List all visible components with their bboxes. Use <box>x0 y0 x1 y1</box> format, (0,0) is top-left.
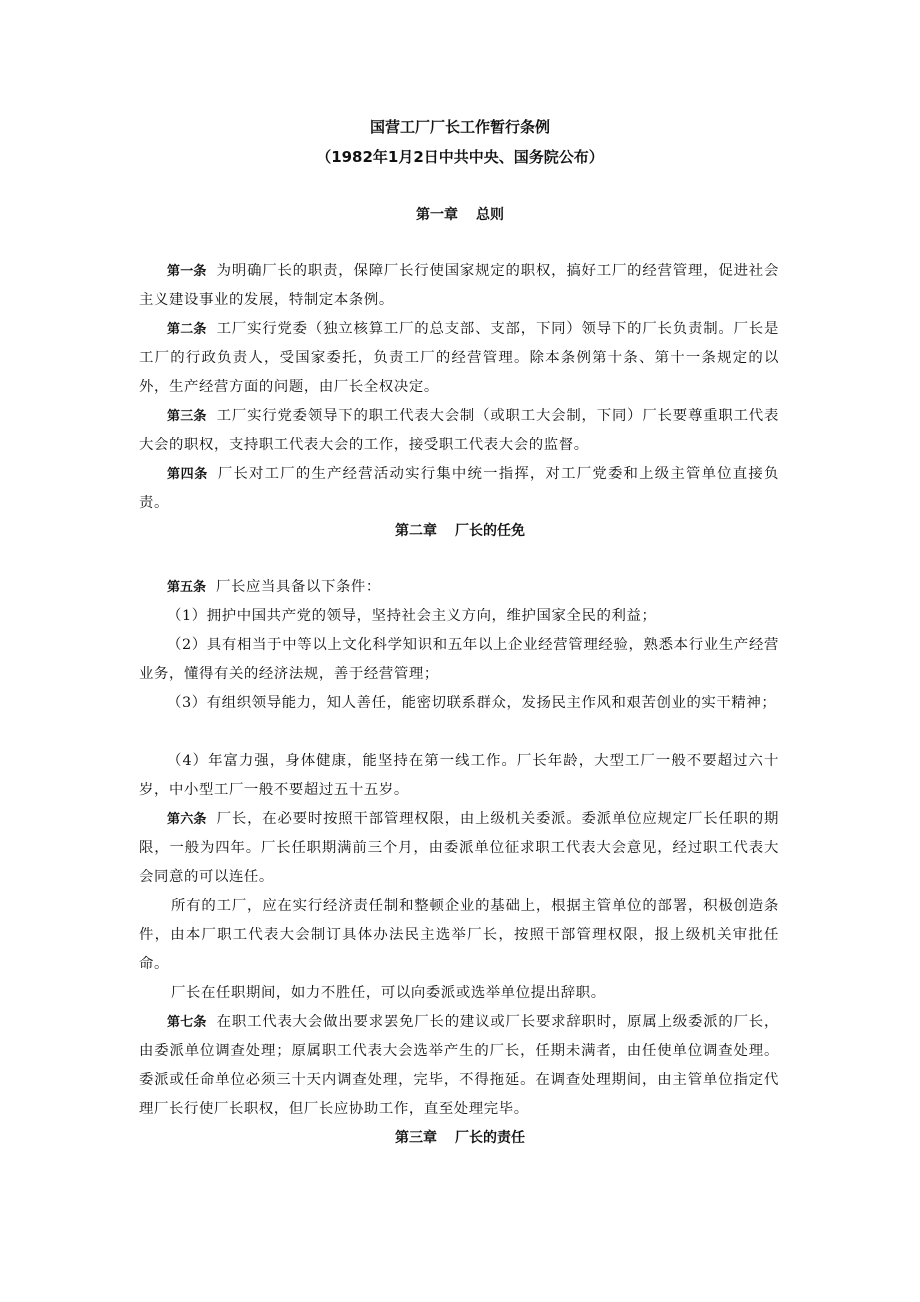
article-7 <box>139 1008 779 1124</box>
article-5-item-2: （2）具有相当于中等以上文化科学知识和五年以上企业经营管理经验，熟悉本行业生产经营业务，懂得有关的经济法规，善于经营管理； <box>139 637 779 682</box>
article-4-label: 第四条 <box>167 467 208 482</box>
article-1-label: 第一条 <box>167 264 207 279</box>
article-3 <box>139 402 779 460</box>
article-7-text: 在职工代表大会做出要求罢免厂长的建议或厂长要求辞职时，原属上级委派的厂长，由委派单位调查处理；原属职工代表大会选举产生的厂长，任期未满者，由任使单位调查处理。委派或任命单位必须三十天内调查处理，完毕，不得拖延。在调查处理期间，由主管单位指定代理厂长行使厂长职权，但厂长应协助工作，直至处理完毕。 <box>139 1014 779 1117</box>
chapter-1-heading <box>0 205 920 225</box>
article-4 <box>139 460 779 518</box>
article-5-item-1: （1）拥护中国共产党的领导，坚持社会主义方向，维护国家全民的利益； <box>167 608 657 624</box>
article-2-text: 工厂实行党委（独立核算工厂的总支部、支部，下同）领导下的厂长负责制。厂长是工厂的行政负责人，受国家委托，负责工厂的经营管理。除本条例第十条、第十一条规定的以外，生产经营方面的问题，由厂长全权决定。 <box>139 321 779 395</box>
article-6-text: 厂长，在必要时按照干部管理权限，由上级机关委派。委派单位应规定厂长任职的期限，一般为四年。厂长任职期满前三个月，由委派单位征求职工代表大会意见，经过职工代表大会同意的可以连任。 <box>139 811 779 885</box>
chapter-2-number: 第二章 <box>395 523 437 539</box>
article-5-item-3: （3）有组织领导能力，知人善任，能密切联系群众，发扬民主作风和艰苦创业的实干精神； <box>167 695 777 711</box>
article-5-item-4: （4）年富力强，身体健康，能坚持在第一线工作。厂长年龄，大型工厂一般不要超过六十岁，中小型工厂一般不要超过五十五岁。 <box>139 753 779 798</box>
article-5-label: 第五条 <box>167 580 207 595</box>
article-1-text: 为明确厂长的职责，保障厂长行使国家规定的职权，搞好工厂的经营管理，促进社会主义建设事业的发展，特制定本条例。 <box>139 263 779 308</box>
article-6-label: 第六条 <box>167 812 207 827</box>
article-1 <box>139 257 779 315</box>
article-6 <box>139 805 779 892</box>
chapter-1-number: 第一章 <box>416 207 458 223</box>
article-2 <box>139 315 779 402</box>
article-7-label: 第七条 <box>167 1015 207 1030</box>
chapter-1-name: 总则 <box>476 207 504 223</box>
chapter-3-name: 厂长的责任 <box>455 1130 525 1146</box>
article-5-text: 厂长应当具备以下条件： <box>216 579 381 595</box>
document-subtitle: （1982年1月2日中共中央、国务院公布） <box>316 148 604 166</box>
article-3-label: 第三条 <box>167 409 207 424</box>
article-4-text: 厂长对工厂的生产经营活动实行集中统一指挥，对工厂党委和上级主管单位直接负责。 <box>139 466 779 511</box>
article-6-paragraph-2: 所有的工厂，应在实行经济责任制和整顿企业的基础上，根据主管单位的部署，积极创造条件，由本厂职工代表大会制订具体办法民主选举厂长，按照干部管理权限，报上级机关审批任命。 <box>139 898 779 972</box>
chapter-3-heading <box>0 1128 920 1148</box>
chapter-2-heading <box>0 521 920 541</box>
chapter-2-name: 厂长的任免 <box>455 523 525 539</box>
article-6-paragraph-3: 厂长在任职期间，如力不胜任，可以向委派或选举单位提出辞职。 <box>171 985 606 1001</box>
chapter-3-number: 第三章 <box>395 1130 437 1146</box>
article-3-text: 工厂实行党委领导下的职工代表大会制（或职工大会制，下同）厂长要尊重职工代表大会的职权，支持职工代表大会的工作，接受职工代表大会的监督。 <box>139 408 779 453</box>
article-2-label: 第二条 <box>167 322 207 337</box>
article-5 <box>139 573 779 602</box>
document-title: 国营工厂厂长工作暂行条例 <box>369 118 550 136</box>
